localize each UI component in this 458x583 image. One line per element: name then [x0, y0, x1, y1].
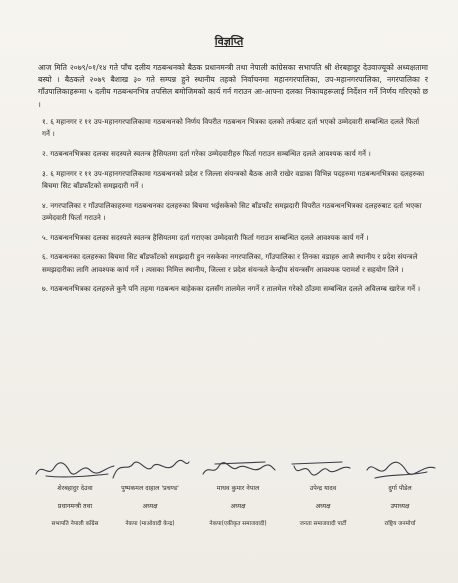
signatory-name: उपेन्द्र यादव	[309, 485, 337, 492]
signatory-party: सभापति नेपाली काँग्रेस	[51, 521, 99, 527]
signatory-role: अध्यक्ष	[230, 503, 246, 510]
signatory-name: पुष्पकमल दाहाल 'प्रचण्ड'	[121, 485, 179, 492]
handwritten-signature-2	[107, 458, 193, 482]
decision-point-3: ३. ६ महानगर र ११ उप-महानगरपालिकामा गठबन्धनको प्रदेश र जिल्ला संयन्त्रको बैठक आजै राखेर वडाका विभिन्न पदहरुमा गठबन्धनभित्रका दलहरुका बिचमा सिट बाँडफाँटको समझदारी गर्ने ।	[42, 168, 425, 190]
decision-point-5: ५. गठबन्धनभित्रका दलका सदस्यले स्वतन्त्र हैसियतमा दर्ता गराएका उम्मेदवारी फिर्ता गराउन सम्बन्धित दलले आवश्यक कार्य गर्ने ।	[42, 232, 369, 242]
signatory-role: उपाध्यक्ष	[390, 503, 410, 510]
decision-point-6: ६. गठबन्धनका दलहरुका बिचमा सिट बाँडफाँटको समझदारी हुन नसकेका नगरपालिका, गाँउपालिका र तिनका वडाहरु आजै स्थानीय र प्रदेश संयन्त्रले समझदारीका लागि आवश्यक कार्य गर्ने । त्यसका निमित्त स्थानीय, जिल्ला र प्रदेश संयन्त्रले केन्द्रीय संयन्त्रसँग आवश्यक परामर्श र सहयोग लिने ।	[42, 252, 418, 274]
signatory-name: दुर्गा पौडेल	[388, 485, 412, 492]
decision-point-4: ४. नगरपालिका र गाँउपालिकाहरुमा गठबन्धनका दलहरुका बिचमा भईसकेको सिट बाँडफाँट समझदारी विपरीत गठबन्धनभित्रका दलहरुबाट दर्ता भएका उम्मेदवारी फिर्ता गराउने ।	[42, 200, 422, 222]
document-title: विज्ञप्ति	[214, 35, 244, 48]
signatory-role: अध्यक्ष	[142, 503, 158, 510]
decision-point-2: २. गठबन्धनभित्रका दलका सदस्यले स्वतन्त्र हैसियतमा दर्ता गरेका उम्मेदवारीहरु फिर्ता गराउन सम्बन्धित दलले आवश्यक कार्य गर्ने ।	[42, 148, 371, 158]
decision-points-list	[38, 116, 428, 303]
signatory-name: माधव कुमार नेपाल	[216, 485, 260, 492]
signatory-5	[355, 458, 445, 529]
signatories-block	[30, 458, 438, 568]
signatory-party: जनता समाजवादी पार्टी	[299, 521, 347, 527]
signatory-3	[193, 458, 283, 529]
handwritten-signature-3	[195, 458, 281, 482]
signatory-name: शेरबहादुर देउवा	[57, 485, 93, 492]
decision-point-1: १. ६ महानगर र ११ उप-महानगरपालिकामा गठबन्धनको निर्णय विपरीत गठबन्धन भित्रका दलको तर्फबाट दर्ता भएको उम्मेदवारी सम्बन्धित दलले फिर्ता गर्ने ।	[42, 117, 420, 139]
signatory-role: अध्यक्ष	[315, 503, 331, 510]
signatory-party: राष्ट्रिय जनमोर्चा	[384, 521, 416, 527]
signatory-2	[105, 458, 195, 529]
signatory-role: प्रधानमन्त्री तथा	[57, 503, 93, 510]
signatory-party: नेकपा (माओवादी केन्द्र)	[125, 521, 175, 527]
intro-paragraph: आज मिति २०७९/०१/१४ गते पाँच दलीय गठबन्धनको बैठक प्रधानमन्त्री तथा नेपाली कांग्रेसका सभापति श्री शेरबहादुर देउवाज्यूको अध्यक्षतामा बस्यो । बैठकले २०७९ बैशाख ३० गते सम्पन्न हुने स्थानीय तहको निर्वाचनमा महानगरपालिका, उप-महानगरपालिका, नगरपालिका र गाँउपालिकाहरूमा ५ दलीय गठबन्धनभित्र तपसिल बमोजिमको कार्य गर्न गराउन आ-आफ्ना दलका निकायहरूलाई निर्देशन गर्ने निर्णय गरिएको छ ।	[38, 63, 428, 109]
handwritten-signature-4	[280, 458, 366, 482]
decision-point-7: ७. गठबन्धनभित्रका दलहरुले कुनै पनि तहमा गठबन्धन बाहेकका दलसँग तालमेल नगर्ने र तालमेल गरेको ठाँउमा सम्बन्धित दलले अविलम्ब खारेज गर्ने ।	[42, 284, 421, 294]
signatory-party: नेकपा(एकीकृत समाजवादी)	[209, 521, 267, 527]
handwritten-signature-5	[357, 458, 443, 482]
